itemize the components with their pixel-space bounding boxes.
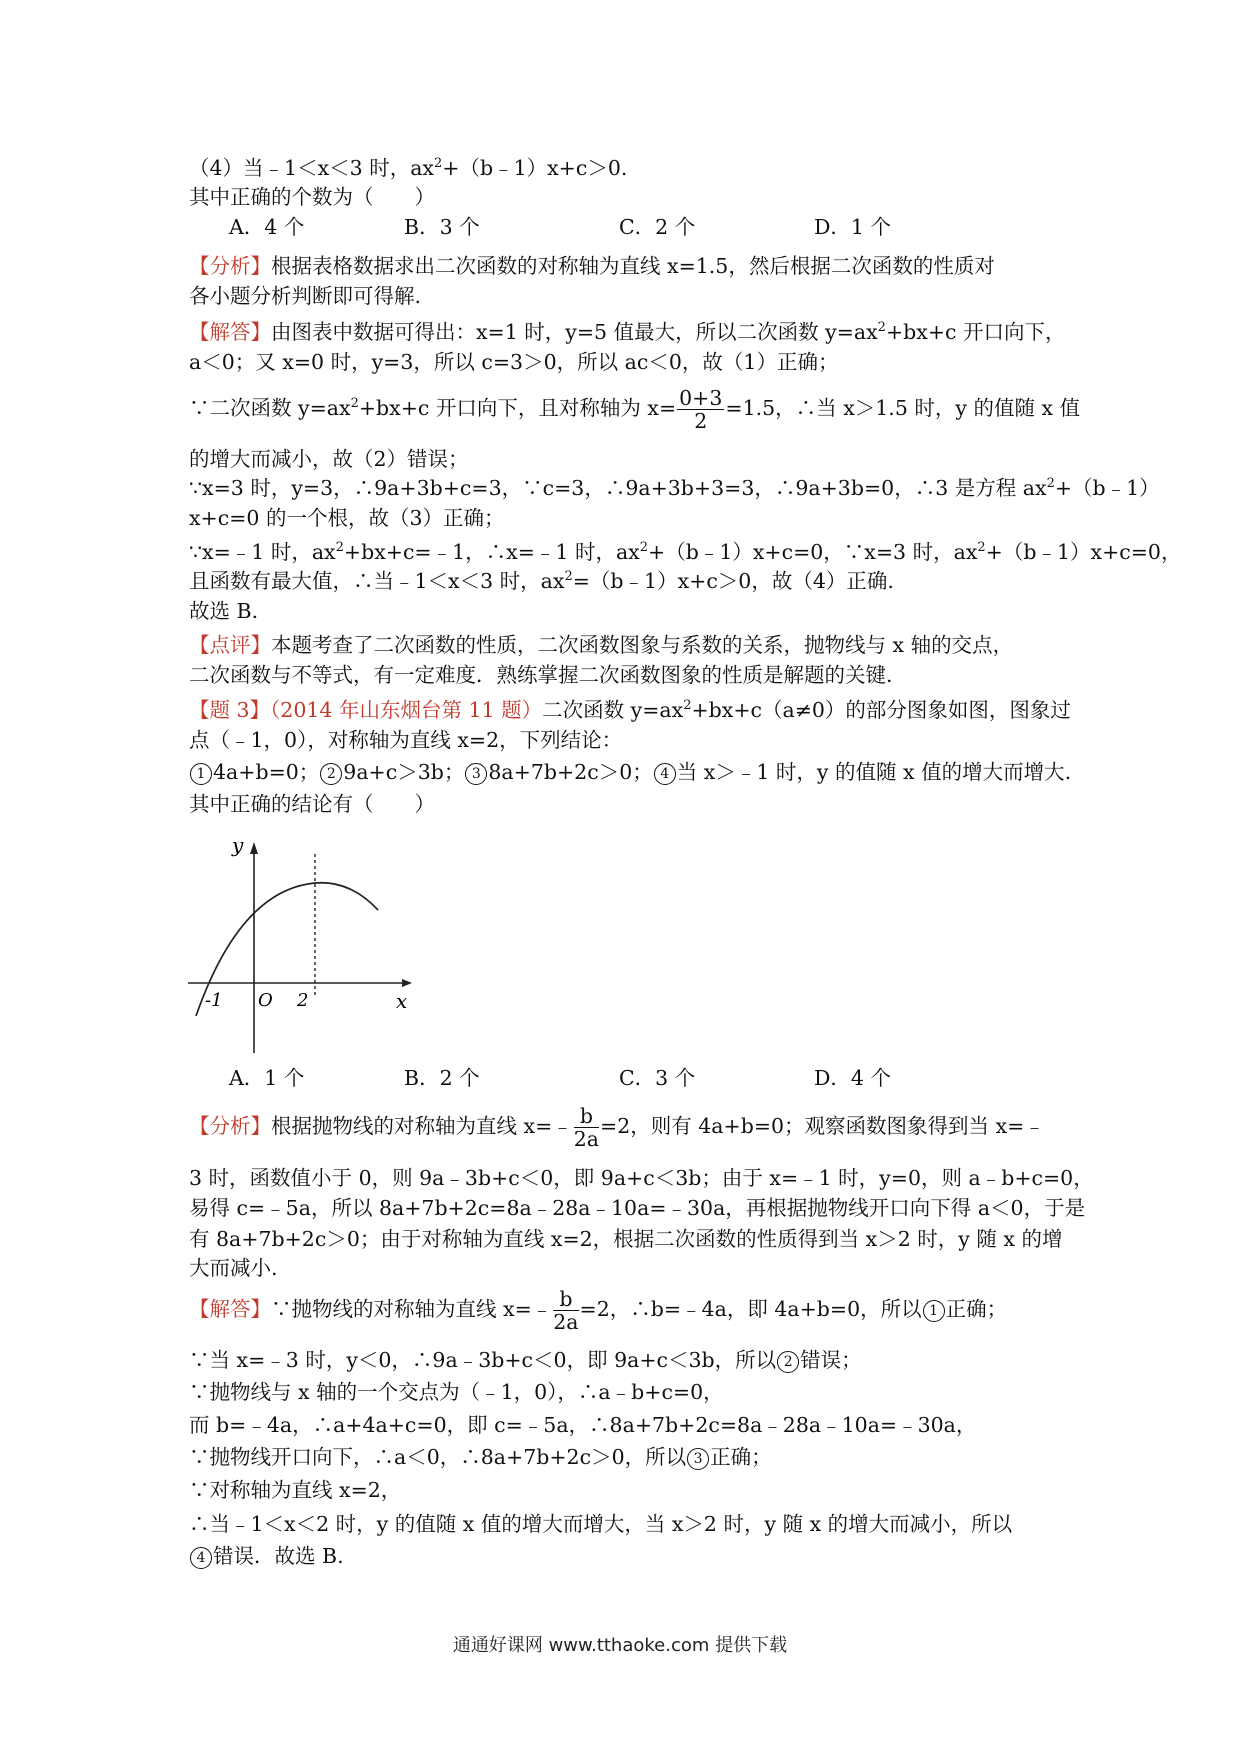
q2-answer-line-6: x+c=0 的一个根，故（3）正确； [189, 506, 505, 530]
answer-tag: 【解答】 [189, 1297, 271, 1321]
q2-answer-line-7: ∵x=﹣1 时，$ax^2+bx+c=﹣1$，∴x=﹣1 时，$ax^2+(b﹣1)x+c=0$，∵x=3 时，$ax^2+(b﹣1)x+c=0$， [189, 540, 1182, 564]
q2-option-c: C．2 个 [619, 215, 696, 239]
answer-text: 由图表中数据可得出：x=1 时，y=5 值最大，所以二次函数 $y=ax^2+bx+c$ 开口向下， [271, 320, 1066, 344]
q3-answer-line-3: ∵抛物线与 x 轴的一个交点为（﹣1，0），∴a﹣b+c=0， [189, 1380, 724, 1404]
parabola-curve [196, 883, 378, 1016]
page-footer: 通通好课网 www.tthaoke.com 提供下载 [452, 1635, 788, 1656]
analysis-text: 根据表格数据求出二次函数的对称轴为直线 x=1.5，然后根据二次函数的性质对 [271, 254, 995, 278]
analysis-tag: 【分析】 [189, 254, 271, 278]
analysis-text: =2，则有 4a+b=0；观察函数图象得到当 x=﹣ [600, 1114, 1045, 1138]
q3-answer-line-4: 而 b=﹣4a，∴a+4a+c=0，即 c=﹣5a，∴8a+7b+2c=8a﹣28a﹣10a=﹣30a， [189, 1413, 977, 1437]
q2-answer-line-3 [189, 385, 1080, 432]
analysis-text: 根据抛物线的对称轴为直线 x=﹣ [271, 1114, 573, 1138]
q3-option-b: B．2 个 [404, 1066, 480, 1090]
q3-answer-line-2: ∵当 x=﹣3 时，y＜0，∴9a﹣3b+c＜0，即 9a+c＜3b，所以 2 错误； [189, 1348, 862, 1372]
q3-analysis-line-4: 有 8a+7b+2c＞0；由于对称轴为直线 x=2，根据二次函数的性质得到当 x＞2 时，y 随 x 的增 [189, 1227, 1063, 1251]
comment-tag: 【点评】 [189, 633, 271, 657]
x-axis-arrow-icon [402, 979, 412, 987]
q3-answer-line-6: ∵对称轴为直线 x=2， [189, 1478, 402, 1502]
answer-text: ∵抛物线的对称轴为直线 x=﹣ [271, 1297, 553, 1321]
q2-comment-line-1 [189, 630, 1013, 660]
q2-analysis-line-1 [189, 251, 995, 281]
y-axis-label: y [232, 838, 244, 857]
answer-text: =1.5，∴当 x＞1.5 时，y 的值随 x 值 [725, 396, 1081, 420]
question-text: 二次函数 $y=ax^2+bx+c(a\ne 0)$的部分图象如图，图象过 [542, 698, 1071, 722]
analysis-tag: 【分析】 [189, 1114, 271, 1138]
q3-analysis-line-1 [189, 1103, 1045, 1150]
q3-answer-line-5: ∵抛物线开口向下，∴a＜0，∴8a+7b+2c＞0，所以 3 正确； [189, 1445, 772, 1469]
parabola-graph [188, 838, 418, 1060]
q3-analysis-line-2: 3 时，函数值小于 0，则 9a﹣3b+c＜0，即 9a+c＜3b；由于 x=﹣1 时，y=0，则 a﹣b+c=0， [189, 1166, 1094, 1190]
comment-text: 本题考查了二次函数的性质，二次函数图象与系数的关系，抛物线与 x 轴的交点， [271, 633, 1014, 657]
fraction: $\frac{b}{2a}$ [573, 1104, 600, 1151]
q3-stem-line-3: 1 4a+b=0； 2 9a+c＞3b； 3 8a+7b+2c＞0； 4 当 x＞﹣1 时，y 的值随 x 值的增大而增大. [189, 757, 1071, 787]
q2-answer-line-8: 且函数有最大值，∴当﹣1＜x＜3 时，$ax^2=(b﹣1)x+c>0$，故（4）正确. [189, 569, 894, 593]
q2-answer-line-9: 故选 B. [189, 599, 259, 623]
q2-option-d: D．1 个 [814, 215, 891, 239]
q3-option-a: A．1 个 [229, 1066, 305, 1090]
q3-answer-line-1 [189, 1286, 1007, 1333]
q3-stem-line-4: 其中正确的结论有（ ） [189, 792, 435, 816]
fraction: $\frac{0+3}{2}$ [679, 386, 723, 433]
q3-stem-line-2: 点（﹣1，0），对称轴为直线 x=2，下列结论： [189, 728, 623, 752]
q3-analysis-line-3: 易得 c=﹣5a，所以 8a+7b+2c=8a﹣28a﹣10a=﹣30a，再根据抛物线开口向下得 a＜0，于是 [189, 1196, 1086, 1220]
answer-tag: 【解答】 [189, 320, 271, 344]
q2-answer-line-4: 的增大而减小，故（2）错误； [189, 447, 469, 471]
q3-analysis-line-5: 大而减小. [189, 1256, 278, 1280]
q3-answer-line-8: 4 错误．故选 B. [189, 1541, 344, 1571]
q3-option-c: C．3 个 [619, 1066, 696, 1090]
q2-answer-line-2: a＜0；又 x=0 时，y=3，所以 c=3＞0，所以 ac＜0，故（1）正确； [189, 350, 839, 374]
q3-option-d: D．4 个 [814, 1066, 891, 1090]
q3-stem-line-1 [189, 695, 1071, 725]
q2-comment-line-2: 二次函数与不等式，有一定难度．熟练掌握二次函数图象的性质是解题的关键. [189, 663, 893, 687]
answer-text: =2，∴b=﹣4a，即 4a+b=0，所以 1 正确； [579, 1297, 1008, 1321]
q2-question: 其中正确的个数为（ ） [189, 185, 435, 209]
fraction: $\frac{b}{2a}$ [553, 1287, 579, 1334]
origin-label: O [258, 990, 273, 1011]
q2-condition-4: （4）当﹣1＜x＜3 时，$ax^2+(b﹣1)x+c>0$. [189, 156, 628, 180]
answer-text: ∵二次函数 $y=ax^2+bx+c$ 开口向下，且对称轴为 x= [189, 396, 677, 420]
q2-option-a: A．4 个 [229, 215, 305, 239]
q2-option-b: B．3 个 [404, 215, 480, 239]
q3-answer-line-7: ∴当﹣1＜x＜2 时，y 的值随 x 值的增大而增大，当 x＞2 时，y 随 x 的增大而减小，所以 [189, 1512, 1013, 1536]
tick-label-2: 2 [297, 990, 309, 1011]
x-axis-label: x [396, 989, 408, 1013]
y-axis-arrow-icon [250, 842, 258, 854]
q2-answer-line-5: ∵x=3 时，y=3，∴9a+3b+c=3，∵c=3，∴9a+3b+3=3，∴9a+3b=0，∴3 是方程 $ax^2+(b﹣1)$ [189, 476, 1160, 500]
q2-answer-line-1 [189, 317, 1066, 347]
q2-analysis-line-2: 各小题分析判断即可得解. [189, 284, 422, 308]
tick-label-neg1: -1 [205, 990, 223, 1011]
question-tag: 【题 3】（2014 年山东烟台第 11 题） [189, 698, 543, 722]
